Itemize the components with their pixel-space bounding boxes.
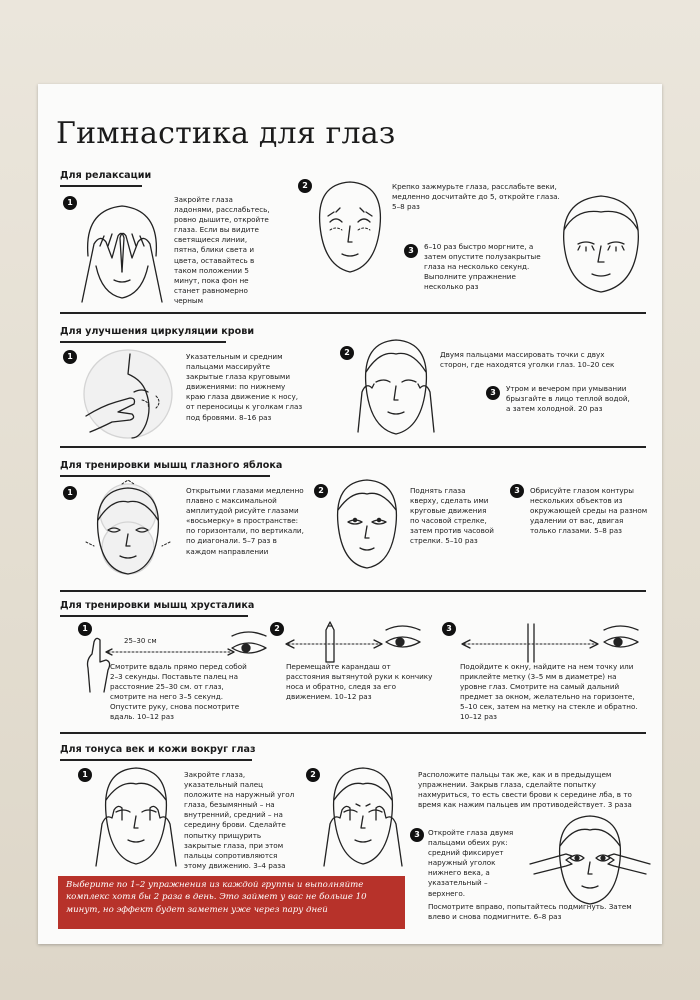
squinting-face-illustration — [314, 176, 386, 276]
step-number: 1 — [78, 622, 92, 636]
window-mark-focus-illustration — [458, 618, 644, 664]
step-number: 1 — [63, 350, 77, 364]
blinking-face-illustration — [556, 190, 646, 296]
section-rule — [60, 759, 252, 761]
section-rule — [60, 341, 226, 343]
step-text: Открытыми глазами медленно плавно с максимальной амплитудой рисуйте глазами «восьмерку» в пространстве: по горизонтали, по вертикали, по диагонали. 5–7 раз в каждом направлении — [186, 486, 304, 556]
step-number: 3 — [410, 828, 424, 842]
pencil-focus-illustration — [286, 618, 426, 664]
step-text: Указательным и средним пальцами массируйте закрытые глаза круговыми движениями: по нижнему краю глаза движение к носу, от переносицы к уголкам глаз под бровями. 8–16 раз — [186, 352, 303, 422]
palming-face-illustration — [78, 196, 166, 306]
step-number: 2 — [306, 768, 320, 782]
step-text: Двумя пальцами массировать точки с двух сторон, где находятся уголки глаз. 10–20 сек — [440, 350, 615, 370]
step-number: 1 — [63, 196, 77, 210]
section-heading-relaxation: Для релаксации — [60, 170, 152, 181]
step-text: Перемещайте карандаш от расстояния вытянутой руки к кончику носа и обратно, следя за его движением. 10–12 раз — [286, 662, 433, 702]
step-number: 3 — [442, 622, 456, 636]
step-number: 1 — [78, 768, 92, 782]
eye-open-fingers-face-illustration — [530, 812, 650, 906]
section-heading-lens-muscles: Для тренировки мышц хрусталика — [60, 600, 255, 611]
step-text: Крепко зажмурьте глаза, расслабьте веки, медленно досчитайте до 5, откройте глаза. 5–8 раз — [392, 182, 560, 212]
section-rule — [60, 475, 270, 477]
distance-label: 25–30 см — [124, 637, 157, 645]
section-rule — [60, 615, 248, 617]
step-text: Подойдите к окну, найдите на нем точку или приклейте метку (3–5 мм в диаметре) на уровне глаз. Смотрите на самый дальний предмет за окном, желательно на горизонте, 5–10 сек, затем на метку на стекле и обратно. 10–12 раз — [460, 662, 638, 722]
step-text: Обрисуйте глазом контуры нескольких объектов из окружающей среды на разном удалении от вас, двигая только глазами. 5–8 раз — [530, 486, 648, 536]
step-number: 3 — [404, 244, 418, 258]
step-number: 3 — [486, 386, 500, 400]
step-number: 2 — [270, 622, 284, 636]
section-heading-eyeball-muscles: Для тренировки мышц глазного яблока — [60, 460, 283, 471]
frown-press-face-illustration — [320, 764, 406, 868]
section-divider — [60, 732, 646, 734]
figure-eight-face-illustration — [82, 480, 174, 578]
section-heading-eyelid-tone: Для тонуса век и кожи вокруг глаз — [60, 744, 256, 755]
eye-massage-closeup-illustration — [82, 346, 174, 442]
step-text: Утром и вечером при умывании брызгайте в лицо теплой водой, а затем холодной. 20 раз — [506, 384, 630, 414]
section-divider — [60, 590, 646, 592]
section-divider — [60, 446, 646, 448]
step-number: 2 — [340, 346, 354, 360]
section-rule — [60, 185, 142, 187]
temple-massage-face-illustration — [356, 336, 436, 440]
eyelid-press-face-illustration — [92, 764, 180, 868]
step-text: Посмотрите вправо, попытайтесь подмигнуть. Затем влево и снова подмигните. 6–8 раз — [428, 902, 632, 922]
step-text: Закройте глаза ладонями, расслабьтесь, ровно дышите, откройте глаза. Если вы видите светящиеся линии, пятна, блики света и цвета, оставайтесь в таком положении 5 минут, пока фон не станет равномерно черным — [174, 195, 270, 305]
step-text: Откройте глаза двумя пальцами обеих рук: средний фиксирует наружный уголок нижнего века, а указательный – верхнего. — [428, 828, 514, 898]
step-number: 2 — [314, 484, 328, 498]
section-divider — [60, 312, 646, 314]
poster-title: Гимнастика для глаз — [56, 116, 396, 151]
step-number: 2 — [298, 179, 312, 193]
recommendation-callout: Выберите по 1–2 упражнения из каждой группы и выполняйте комплекс хотя бы 2 раза в день. Это займет у вас не больше 10 минут, но эффект будет заметен уже через пару дней — [58, 876, 405, 929]
step-text: Поднять глаза кверху, сделать ими круговые движения по часовой стрелке, затем против часовой стрелки. 5–10 раз — [410, 486, 494, 546]
step-text: Закройте глаза, указательный палец положите на наружный угол глаза, безымянный – на внутренний, средний – на середину брови. Сделайте попытку прищурить закрытые глаза, при этом пальцы сопротивляются этому движению. 3–4 раза — [184, 770, 295, 870]
step-number: 1 — [63, 486, 77, 500]
step-number: 3 — [510, 484, 524, 498]
step-text: Расположите пальцы так же, как и в предыдущем упражнении. Закрыв глаза, сделайте попытку нахмуриться, то есть свести брови к середине лба, в то время как нажим пальцев им противодействует. 3 раза — [418, 770, 632, 810]
step-text: 6–10 раз быстро моргните, а затем опустите полузакрытые глаза на несколько секунд. Выполните упражнение несколько раз — [424, 242, 541, 292]
eye-rolling-face-illustration — [330, 476, 404, 572]
poster — [38, 84, 662, 944]
step-text: Смотрите вдаль прямо перед собой 2–3 секунды. Поставьте палец на расстояние 25–30 см. от глаз, смотрите на него 3–5 секунд. Опустите руку, снова посмотрите вдаль. 10–12 раз — [110, 662, 247, 722]
section-heading-circulation: Для улучшения циркуляции крови — [60, 326, 255, 337]
